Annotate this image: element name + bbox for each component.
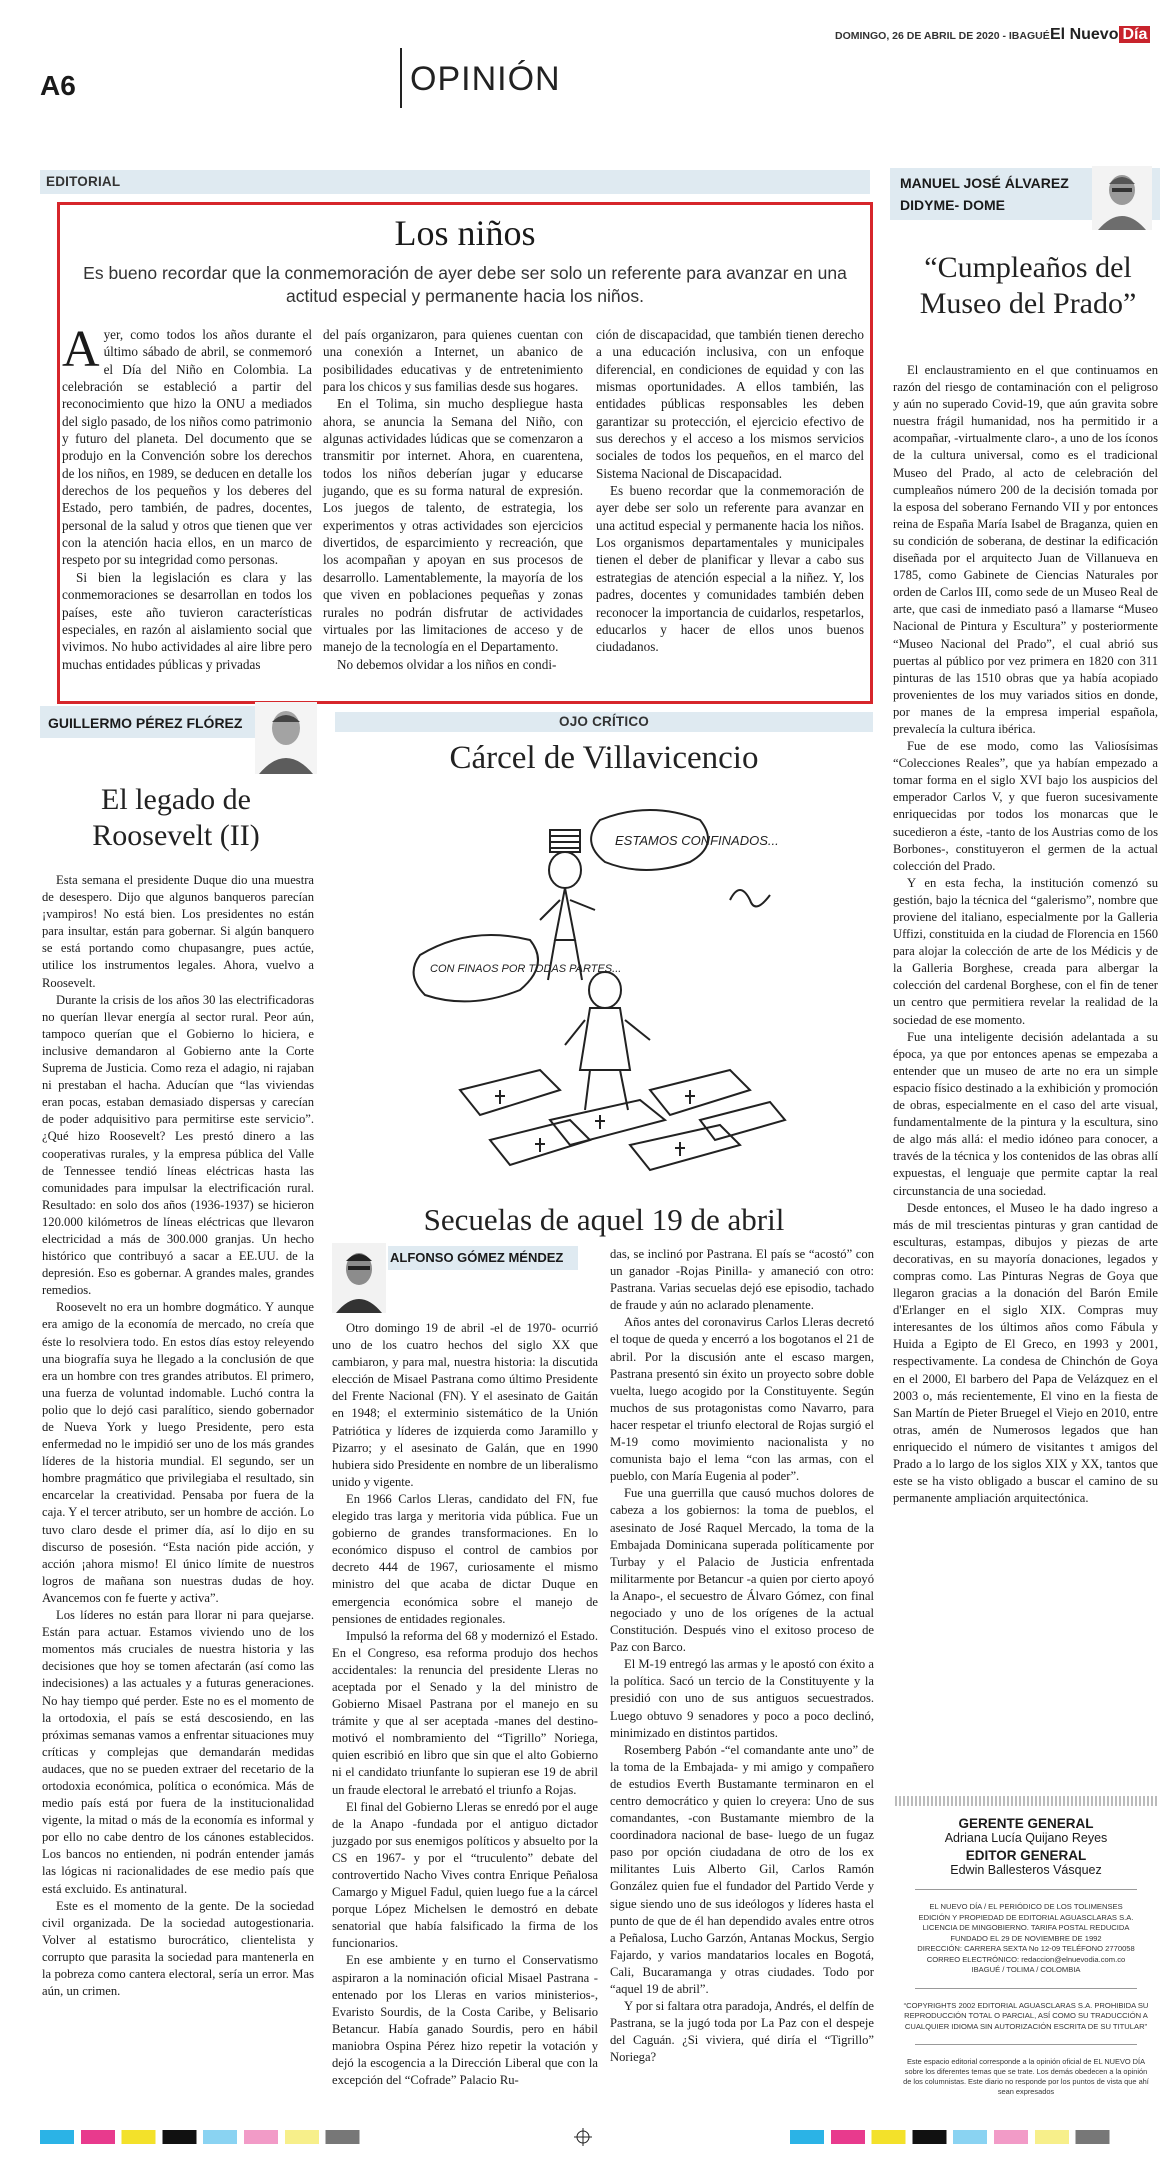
museo-p1: El enclaustramiento en el que continuamos en razón del riesgo de contaminación con el peligroso y aún no superado Covid-19, que aún gravita sobre nuestra frágil humanidad, nos ha permitido ir a acompañar, -virtualmente claro-, a uno de los íconos de la cultura universal, como es el tradicional Museo del Prado, al acto de celebración del cumpleaños número 200 de la decisión tomada por la esposa del soberano Fernando VII y por entonces reina de España María Isabel de Braganza, quien en su condición de soberana, de destinar la edificación diseñada por el arquitecto Juan de Villanueva en 1785, como Gabinete de Ciencias Naturales por orden de Carlos III, como sede de un Museo Real de arte, que casi de inmediato pasó a llamarse “Museo Nacional de Pintura y Escultura” y posteriormente “Museo Nacional del Prado”, el cual abrió sus puertas al público por vez primera en 1820 con 311 pinturas de las 1510 obras que ya había acopiado provenientes de los muy variados sitios en donde, por manes de la empresa imperial española, prevalecía la cultura ibérica. (893, 363, 1158, 736)
museo-author-line2: DIDYME- DOME (900, 197, 1005, 213)
roosevelt-author-photo (255, 702, 317, 774)
cartoon-illustration (400, 790, 820, 1210)
masthead-gerente-name: Adriana Lucía Quijano Reyes (944, 1831, 1108, 1845)
roosevelt-author: GUILLERMO PÉREZ FLÓREZ (48, 715, 243, 731)
registration-strip-left (40, 2130, 380, 2144)
secuelas-c2-p5: Rosemberg Pabón -“el comandante ante uno” de la toma de la Embajada- y mi amigo y compañero de estudios Everth Bustamante terminaron en el centro democrático y quien lo creyera: Uno de sus comandantes, -con Bustamante miembro de la coordinadora nacional de base- luego de un fugaz paso por opción ciudadana de otro de los ex militantes Luis Alberto Gil, Carlos Ramón González quien fue el fundador del Partido Verde y sigue siendo uno de sus ideólogos y líderes hasta el punto de que de él han dependido avales entre otros a Peñalosa, Lucho Garzón, Antanas Mockus, Sergio Fajardo, y varios mandatarios locales en Bogotá, Cali, Bucaramanga y otras ciudades. Todo por “aquel 19 de abril”. (610, 1742, 874, 1997)
secuelas-c1-p5: En ese ambiente y en turno el Conservatismo aspiraron a la nominación oficial Misael Pastrana -entenado por los Lleras en varios ministerios-, Evaristo Sourdis, de la Costa Caribe, y Belisario Betancur. Había ganado Sourdis, pero en hábil maniobra Ospina Pérez hizo repetir la votación y dejó la escogencia a la Dirección Liberal que con la excepción del “Cofrade” Palacio Ru- (332, 1953, 598, 2088)
brand-logo (1050, 26, 1150, 44)
masthead-editor-name: Edwin Ballesteros Vásquez (950, 1863, 1102, 1877)
editorial-col3-p2: Es bueno recordar que la conmemoración de ayer debe ser solo un referente para avanzar en una actitud especial y permanente hacia los niños. Los organismos departamentales y municipales tienen el deber de planificar y llevar a cabo sus estrategias de atención especial a la niñez. Y, los padres, docentes y comunidades también deben reconocer la importancia de cuidarlos, respetarlos, educarlos y hacer de ellos unos buenos ciudadanos. (596, 483, 864, 655)
section-divider (400, 48, 402, 108)
registration-strip-right (790, 2130, 1130, 2144)
editorial-column-3 (596, 326, 864, 686)
masthead-info-2: EDICIÓN Y PROPIEDAD DE EDITORIAL AGUASCLARAS S.A. (918, 1912, 1134, 1922)
editorial-col2-p2: En el Tolima, sin mucho despliegue hasta ahora, se anuncia la Semana del Niño, con algunas actividades lúdicas que se comenzaron a transmitir por internet. Ahora, en cuarentena, todos los niños deberían jugar y educarse jugando, que es su forma natural de expresión. Los juegos de talento, de estrategia, los experimentos y otras actividades son ejercicios divertidos, de esparcimiento y recreación, que los acompañan y apoyan en sus procesos de desarrollo. Lamentablemente, la mayoría de los que viven en poblaciones pequeñas y zonas rurales no podrán disfrutar de actividades virtuales por las limitaciones de acceso y de manejo de la tecnología en el Departamento. (323, 396, 583, 655)
page-number: A6 (40, 70, 76, 101)
cartoon-bubble-top: ESTAMOS CONFINADOS... (615, 833, 779, 848)
section-title: OPINIÓN (410, 60, 561, 98)
secuelas-c2-p3: Fue una guerrilla que causó muchos dolores de cabeza a los gobiernos: la toma de pueblos, el asesinato de José Raquel Mercado, la toma de la Embajada Dominicana superada políticamente por Turbay y el Palacio de Justicia enfrentada militarmente por Betancur -a quien por cierto apoyó la Anapo-, el secuestro de Álvaro Gómez, con final negociado y uno de los orígenes de la actual Constitución. Después vino el exitoso proceso de Paz con Barco. (610, 1486, 874, 1655)
registration-mark-icon (574, 2128, 592, 2146)
editorial-title: Los niños (394, 213, 536, 253)
masthead-info-7: IBAGUÉ / TOLIMA / COLOMBIA (971, 1965, 1081, 1974)
editorial-col2-p3: No debemos olvidar a los niños en condi- (337, 656, 557, 672)
roosevelt-p2: Durante la crisis de los años 30 las electrificadoras no querían llevar energía al sector rural. Peor aún, tampoco querían que el Gobierno lo hiciera, e inclusive demandaron al Gobierno ante la Corte Suprema de Justicia. Como reza el adagio, ni rajaban ni prestaban el hacha. Aducían que “las viviendas eran pocas, estaban demasiado dispersas y carecían de poder adquisitivo para permitirse este servicio”. ¿Qué hizo Roosevelt? Les prestó dinero a las cooperativas rurales, y la empresa pública del Valle de Tennessee tendió líneas eléctricas hasta las comunidades para impulsar la electrificación rural. Resultado: en solo dos años (1936-1937) se hicieron 120.000 kilómetros de líneas eléctricas que llevaron electricidad a más de 300.000 granjas. Un hecho histórico que contribuyó a sacar a EE.UU. de la depresión. Eso es gobernar. A grandes males, grandes remedios. (42, 992, 314, 1298)
author-portrait-icon (332, 1243, 386, 1313)
editorial-column-1 (62, 321, 312, 686)
masthead-gerente-label: GERENTE GENERAL (958, 1816, 1094, 1831)
roosevelt-p1: Esta semana el presidente Duque dio una muestra de desespero. Dijo que algunos banqueros parecían ¡vampiros! No está bien. Los presidentes no están para insultar, están para gobernar. Si algún banquero se está portando como chupasangre, pues actúe, utilice los instrumentos legales. Ahora, vuelvo a Roosevelt. (42, 873, 314, 990)
secuelas-c2-p2: Años antes del coronavirus Carlos Lleras decretó el toque de queda y encerró a los bogotanos el 21 de abril. Por la discusión ante el escaso margen, Pastrana presentó sin éxito un proyecto sobre doble vuelta, luego acogido por la Constituyente. Según muchos de sus protagonistas como Navarro, para hacer respetar el triunfo electoral de Rojas surgió el M-19 como movimiento nacionalista y no comunista bajo el lema “con las armas, con el pueblo, con María Eugenia al poder”. (610, 1315, 874, 1484)
editorial-dropcap: A (62, 321, 100, 378)
editorial-col1-p1: yer, como todos los años durante el último sábado de abril, se conmemoró el Día del Niño en Colombia. La celebración se estableció a partir del reconocimiento que hizo la ONU a mediados del siglo pasado, de los niños como patrimonio y futuro del planeta. Del documento que se produjo en la Convención sobre los derechos de los niños, en 1989, se deducen en detalle los derechos de los pequeños y los deberes del Estado, pero también, de padres, docentes, personal de la salud y otros que tienen que ver con la atención hacia ellos, en un marco de respeto por su integridad como personas. (62, 327, 312, 568)
museo-author-photo (1092, 166, 1152, 230)
editorial-lead: Es bueno recordar que la conmemoración de ayer debe ser solo un referente para avanzar en una actitud especial y permanente hacia los niños. (83, 263, 847, 306)
masthead-copyright: “COPYRIGHTS 2002 EDITORIAL AGUASCLARAS S.A. PROHIBIDA SU REPRODUCCIÓN TOTAL O PARCIAL, ASÍ COMO SU TRADUCCIÓN A CUALQUIER IDIOMA SIN AUTORIZACIÓN ESCRITA DE SU TITULAR” (903, 2000, 1149, 2031)
roosevelt-p3: Roosevelt no era un hombre dogmático. Y aunque era amigo de la economía de mercado, no creía que éste lo resolviera todo. En estos días estoy releyendo una biografía suya he llegado a la conclusión de que era un hombre con tres grandes atributos. El primero, una fuerza de voluntad indomable. Luchó contra la polio que lo dejó casi paralítico, siendo gobernador de Nueva York y luego Presidente, pero esta enfermedad no le impidió ser uno de los más grandes líderes de la historia mundial. El segundo, ser un hombre pragmático que privilegiaba el resultado, sin encarcelar la creatividad. Pensaba por fuera de la caja. Y el tercer atributo, ser un hombre de acción. Lo tuvo claro desde el primer día, así lo dijo en su discurso de posesión. “Esta nación pide acción, y acción ¡ahora mismo! El único límite de nuestros logros de mañana son nuestras dudas de hoy. Avancemos con fe fuerte y activa”. (42, 1300, 314, 1605)
secuelas-c1-p1: Otro domingo 19 de abril -el de 1970- ocurrió uno de los cuatro hechos del siglo XX que cambiaron, y para mal, nuestra historia: la discutida elección de Misael Pastrana como último Presidente del Frente Nacional (FN). Y el asesinato de Gaitán en 1948; el exterminio sistemático de la Unión Patriótica y líderes de izquierda como Jaramillo y Pizarro; y el asesinato de Galán, que en 1990 hubiera sido Presidente en nombre de un liberalismo unido y vigente. (332, 1321, 598, 1489)
masthead-divider (915, 1988, 1137, 1989)
roosevelt-title: El legado de Roosevelt (II) (92, 783, 260, 852)
secuelas-author: ALFONSO GÓMEZ MÉNDEZ (390, 1250, 564, 1265)
masthead-divider (915, 2044, 1137, 2045)
masthead-info-6: CORREO ELECTRÓNICO: redaccion@elnuevodia.com.co (926, 1954, 1126, 1964)
secuelas-c1-p3: Impulsó la reforma del 68 y modernizó el Estado. En el Congreso, esa reforma produjo dos hechos accidentales: la renuncia del presidente Lleras no aceptada por el Senado y la del ministro de Gobierno Misael Pastrana por el manejo en su trámite y que al ser aceptada -manes del destino- motivó el nombramiento del “Tigrillo” Noriega, quien escribió en libro que sin que el alto Gobierno ni el candidato triunfante lo supieran ese 19 de abril un fraude electoral le arrebató el triunfo a Rojas. (332, 1628, 598, 1797)
ojo-kicker: OJO CRÍTICO (559, 714, 649, 729)
secuelas-c1-p4: El final del Gobierno Lleras se enredó por el auge de la Anapo -fundada por el antiguo dictador juzgado por sus enemigos políticos y absuelto por la CS en 1967- y por el “truculento” debate del controvertido Nacho Vives contra Enrique Peñalosa Camargo y Miguel Fadul, quien luego fue a la cárcel porque López Michelsen le demostró en debate senatorial que había falsificado la firma de los funcionarios. (332, 1799, 598, 1951)
masthead-info-1: EL NUEVO DÍA / EL PERIÓDICO DE LOS TOLIMENSES (929, 1902, 1123, 1911)
editorial-col1-p2: Si bien la legislación es clara y las conmemoraciones se desarrollan en todos los países, este año tuvieron características especiales, en razón al aislamiento social que vivimos. No hubo actividades al aire libre pero muchas entidades públicas y privadas (62, 569, 312, 672)
masthead-divider (915, 1889, 1137, 1890)
secuelas-column-2 (610, 1246, 874, 2080)
brand-logo-part-dia: Día (1119, 26, 1150, 43)
cartoon-bubble-left: CON FINAOS POR TODAS PARTES... (430, 963, 622, 975)
museo-p4: Fue una inteligente decisión adelantada a su época, ya que por entonces apenas se empezaba a entender que un museo de arte no era un simple espacio físico destinado a la exhibición y promoción de obras, especialmente en el caso del arte visual, fundamentalmente de la pintura y la escultura, sino de algo más allá: el medio idóneo para conocer, a través de la técnica y los contenidos de las obras allí expuestas, el lenguaje que permite captar la real circunstancia de una sociedad. (893, 1029, 1158, 1198)
museo-p3: Y en esta fecha, la institución comenzó su gestión, bajo la técnica del “galerismo”, nombre que proviene del italiano, especialmente por la Galleria Uffizi, constituida en la ciudad de Florencia en 1560 para alojar la colección de arte de los Médicis y de la Galleria Borghese, creada para albergar la colección del cardenal Borghese, con el fin de tener un centro que permitiera revelar la realidad de la sociedad de ese momento. (893, 875, 1158, 1027)
editorial-col3-p1: ción de discapacidad, que también tienen derecho a una educación inclusiva, con un enfoque diferencial, en condiciones de equidad y con las mismas oportunidades. A ellos también, las entidades públicas responsables les deben garantizar su protección, el ejercicio efectivo de sus derechos y el acceso a los mismos servicios sociales de todos los pequeños, en el marco del Sistema Nacional de Discapacidad. (596, 327, 864, 481)
masthead-info-4: FUNDADO EL 29 DE NOVIEMBRE DE 1992 (950, 1933, 1102, 1943)
museo-p2: Fue de ese modo, como las Valiosísimas “Colecciones Reales”, que ya habían empezado a tomar forma en el siglo XVI bajo los auspicios del emperador Carlos V, y que fueron sucesivamente enriquecidas por todos los monarcas que le sucedieron a éste, -tanto de los Austrias como de los Borbones-, constituyeron el germen de la actual colección del Prado. (893, 739, 1158, 873)
secuelas-c2-p1: das, se inclinó por Pastrana. El país se “acostó” con un ganador -Rojas Pinilla- y amaneció con otro: Pastrana. Varias secuelas dejó ese episodio, tachado de fraude y aún no aclarado plenamente. (610, 1247, 874, 1313)
secuelas-c2-p6: Y por si faltara otra paradoja, Andrés, el delfín de Pastrana, se la jugó toda por La Paz con el despeje del Caguán. ¿Si viviera, qué diría el “Tigrillo” Noriega? (610, 1999, 874, 2065)
museo-author-line1: MANUEL JOSÉ ÁLVAREZ (900, 175, 1069, 191)
masthead-top-rule (895, 1796, 1157, 1806)
masthead-disclaimer: Este espacio editorial corresponde a la opinión oficial de EL NUEVO DÍA sobre los diferentes temas que se trate. Los demás obedecen a la opinión de los columnistas. Este diario no responde por los puntos de vista que ahí sean expresados (903, 2057, 1149, 2096)
roosevelt-p4: Los líderes no están para llorar ni para quejarse. Están para actuar. Estamos viviendo uno de los momentos más cruciales de nuestra historia y las decisiones que hoy se tomen afectarán (así como las indecisiones) a las actuales y a futuras generaciones. No hay tiempo qué perder. Este no es el momento de la ortodoxia, el país se está descosiendo, en las próximas semanas vamos a enfrentar situaciones muy críticas y complejas que demandarán medidas audaces, que no se pueden extraer del recetario de la ortodoxia económica, política o económica. Más de medio país está por fuera de la institucionalidad vigente, la mitad o más de la economía es informal y por ello no cabe dentro de los cánones establecidos. Los bancos no entienden, ni podrán entender jamás las lógicas ni racionalidades de ese medio país que está excluido. Es antinatural. (42, 1608, 314, 1896)
editorial-kicker-bar (40, 170, 870, 194)
masthead (895, 1816, 1157, 2097)
author-portrait-icon (1092, 166, 1152, 230)
editorial-kicker: EDITORIAL (46, 174, 121, 189)
secuelas-title: Secuelas de aquel 19 de abril (423, 1202, 785, 1237)
masthead-editor-label: EDITOR GENERAL (965, 1848, 1087, 1863)
secuelas-c2-p4: El M-19 entregó las armas y le apostó con éxito a la política. Sacó un tercio de la Constituyente y la presidió con uno de sus antiguos secuestrados. Luego obtuvo 9 senadores y poco a poco declinó, minimizado en distintos partidos. (610, 1657, 874, 1740)
editorial-column-2 (323, 326, 583, 686)
cartoon (400, 790, 820, 1210)
museo-column (893, 362, 1158, 1782)
secuelas-author-photo (332, 1243, 386, 1313)
roosevelt-p5: Este es el momento de la gente. De la sociedad civil organizada. De la sociedad autogestionaria. Volver al estatismo burocrático, clientelista y corrupto que parasita la sociedad para mantenerla en la pobreza como cantera electoral, sería un error. Mas aún, un crimen. (42, 1898, 314, 1999)
roosevelt-column (42, 872, 314, 2072)
editorial-col2-p1: del país organizaron, para quienes cuentan con una conexión a Internet, un abanico de posibilidades educativas y de entretenimiento para los chicos y sus familias desde sus hogares. (323, 327, 583, 395)
secuelas-c1-p2: En 1966 Carlos Lleras, candidato del FN, fue elegido tras larga y meritoria vida pública. Fue un gobierno de grandes transformaciones. En lo económico dispuso el control de cambios por decreto 444 de 1967, curiosamente el mismo ministro del que acaba de dictar Duque en emergencia económica sobre el manejo de pensiones de entidades regionales. (332, 1491, 598, 1626)
museo-title: “Cumpleaños del Museo del Prado” (919, 251, 1137, 320)
masthead-info-5: DIRECCIÓN: CARRERA SEXTA No 12-09 TELÉFONO 2770058 (917, 1944, 1135, 1953)
brand-logo-part-el: El (1050, 26, 1066, 43)
ojo-title: Cárcel de Villavicencio (449, 740, 759, 776)
secuelas-column-1 (332, 1320, 598, 2088)
author-portrait-icon (255, 702, 317, 774)
brand-logo-part-nuevo: Nuevo (1069, 26, 1119, 43)
museo-p5: Desde entonces, el Museo le ha dado ingreso a más de mil trescientas pinturas y gran cantidad de esculturas, estampas, dibujos y piezas de arte decorativas, en su mayoría donaciones, legados y compras como. Las Pinturas Negras de Goya que llegaron gracias a la donación del Barón Emile d'Erlanger en el siglo XIX. Compras muy interesantes de los últimos años como Fábula y Huida a Egipto de El Greco, en 1993 y 2001, respectivamente. La condesa de Chinchón de Goya en el 2000, El barbero del Papa de Velázquez en el 2003 o, más recientemente, El vino en la fiesta de San Martín de Pieter Bruegel el Viejo en 2010, entre otras, amén de Numerosos legados que han enriquecido el número de visitantes t amigos del Prado a lo largo de los siglos XIX y XX, tantos que este se ha visto obligado a buscar el camino de su permanente ampliación arquitectónica. (893, 1200, 1158, 1506)
masthead-info-3: LICENCIA DE MINGOBIERNO. TARIFA POSTAL REDUCIDA (922, 1923, 1130, 1932)
date-line: DOMINGO, 26 DE ABRIL DE 2020 - IBAGUÉ (835, 30, 1050, 42)
